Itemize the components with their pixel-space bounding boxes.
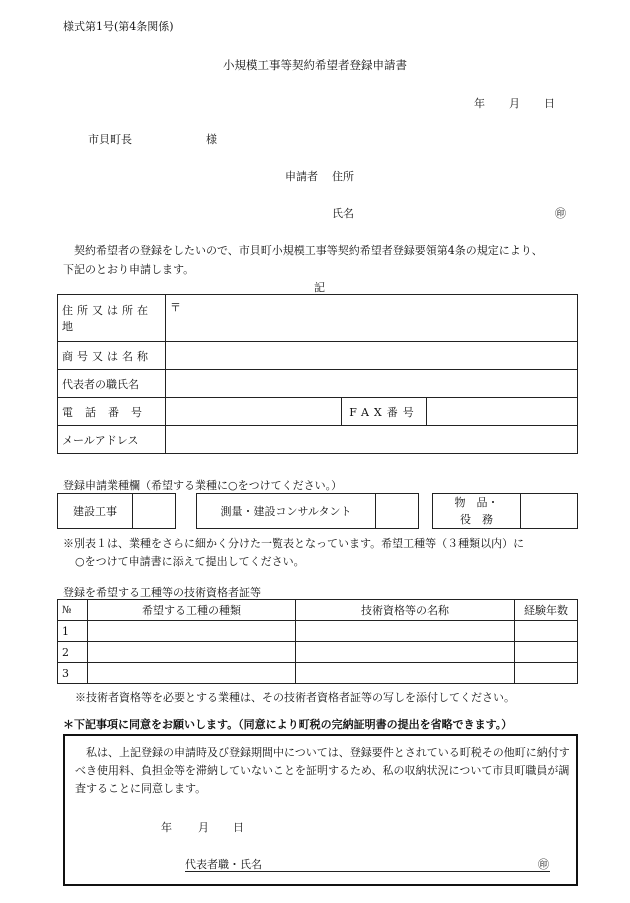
col-work-type: 希望する工種の種類 bbox=[88, 600, 296, 621]
experience-field[interactable] bbox=[515, 642, 578, 663]
qualification-note: ※技術者資格等を必要とする業種は、その技術者資格者証等の写しを添付してください。 bbox=[75, 691, 515, 704]
construction-label: 建設工事 bbox=[57, 493, 133, 529]
addressee-honorific: 様 bbox=[206, 133, 217, 146]
form-number: 様式第1号(第4条関係) bbox=[63, 20, 174, 33]
trade-name-field[interactable] bbox=[166, 342, 578, 370]
consent-date-year: 年 bbox=[161, 821, 172, 834]
col-no: № bbox=[58, 600, 88, 621]
addressee-name: 市貝町長 bbox=[88, 133, 132, 146]
goods-check[interactable] bbox=[520, 493, 578, 529]
page-title: 小規模工事等契約希望者登録申請書 bbox=[223, 58, 407, 72]
consent-date-month: 月 bbox=[198, 821, 209, 834]
date-year: 年 bbox=[474, 97, 485, 110]
fax-label: FAX番号 bbox=[342, 398, 427, 426]
qualification-table bbox=[57, 599, 578, 684]
registration-heading: 登録申請業種欄（希望する業種に○をつけてください。） bbox=[63, 479, 343, 492]
survey-label: 測量・建設コンサルタント bbox=[196, 493, 376, 529]
address-label: 住所又は所在地 bbox=[58, 295, 166, 342]
experience-field[interactable] bbox=[515, 663, 578, 684]
consent-body: 私は、上記登録の申請時及び登録期間中については、登録要件とされている町税その他町に納付すべき使用料、負担金等を滞納していないことを証明するため、私の収納状況について市貝町職員が調査することに同意します。 bbox=[75, 746, 570, 795]
consent-seal: ㊞ bbox=[538, 858, 549, 871]
email-field[interactable] bbox=[166, 426, 578, 454]
survey-check[interactable] bbox=[375, 493, 419, 529]
date-day: 日 bbox=[544, 97, 555, 110]
note-1-line1: ※別表１は、業種をさらに細かく分けた一覧表となっています。希望工種等（３種類以内）に bbox=[63, 537, 525, 550]
applicant-name-label: 氏名 bbox=[332, 207, 354, 220]
postal-mark: 〒 bbox=[170, 301, 181, 314]
representative-label: 代表者の職氏名 bbox=[58, 370, 166, 398]
phone-field[interactable] bbox=[166, 398, 342, 426]
work-type-field[interactable] bbox=[88, 621, 296, 642]
date-month: 月 bbox=[509, 97, 520, 110]
ki-heading: 記 bbox=[314, 281, 325, 294]
representative-field[interactable] bbox=[166, 370, 578, 398]
experience-field[interactable] bbox=[515, 621, 578, 642]
row-number: 2 bbox=[58, 642, 88, 663]
qualification-field[interactable] bbox=[296, 621, 515, 642]
address-field[interactable] bbox=[166, 295, 578, 342]
consent-heading: ＊下記事項に同意をお願いします。（同意により町税の完納証明書の提出を省略できます。） bbox=[63, 718, 513, 731]
work-type-field[interactable] bbox=[88, 663, 296, 684]
note-1-line2: ○をつけて申請書に添えて提出してください。 bbox=[75, 555, 305, 568]
work-type-field[interactable] bbox=[88, 642, 296, 663]
signature-label: 代表者職・氏名 bbox=[185, 858, 262, 871]
col-experience: 経験年数 bbox=[515, 600, 578, 621]
consent-date-day: 日 bbox=[233, 821, 244, 834]
row-number: 1 bbox=[58, 621, 88, 642]
seal-mark: ㊞ bbox=[555, 207, 566, 220]
fax-field[interactable] bbox=[427, 398, 578, 426]
goods-label bbox=[432, 493, 521, 529]
goods-label-line1: 物 品・ bbox=[454, 496, 499, 509]
intro-text: 契約希望者の登録をしたいので、市貝町小規模工事等契約希望者登録要領第4条の規定により、 bbox=[74, 244, 543, 257]
signature-line[interactable] bbox=[185, 856, 550, 872]
qualification-field[interactable] bbox=[296, 642, 515, 663]
row-number: 3 bbox=[58, 663, 88, 684]
applicant-info-table bbox=[57, 294, 578, 454]
email-label: メールアドレス bbox=[58, 426, 166, 454]
trade-name-label: 商号又は名称 bbox=[58, 342, 166, 370]
qualification-heading: 登録を希望する工種等の技術資格者証等 bbox=[63, 586, 261, 599]
col-qualification: 技術資格等の名称 bbox=[296, 600, 515, 621]
applicant-label: 申請者 bbox=[285, 170, 318, 183]
applicant-address-label: 住所 bbox=[332, 170, 354, 183]
construction-check[interactable] bbox=[132, 493, 176, 529]
consent-box bbox=[63, 734, 578, 886]
phone-label: 電話番号 bbox=[58, 398, 166, 426]
goods-label-line2: 役 務 bbox=[460, 513, 493, 526]
qualification-field[interactable] bbox=[296, 663, 515, 684]
intro-text-2: 下記のとおり申請します。 bbox=[63, 263, 195, 276]
